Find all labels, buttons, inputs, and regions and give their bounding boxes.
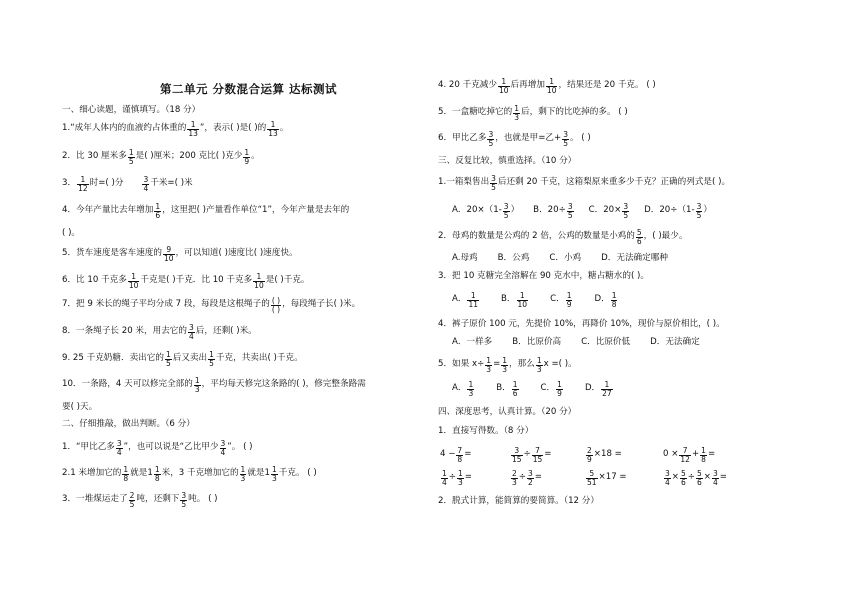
q3-4: 4．裤子原价 100 元，先提价 10%，再降价 10%，现价与原价相比，( )。: [438, 319, 725, 329]
q3-1: 1.一箱梨售出 $\frac{3}{5}$ 后还剩 20 千克，这箱梨原来重多少千克？正确的列式是( )。: [438, 174, 731, 192]
fraction: $\frac{7}{8}$: [457, 446, 463, 464]
fraction: $\frac{3}{5}$: [181, 491, 187, 509]
fraction: $\frac{3}{4}$: [189, 323, 194, 341]
q2-5: 5．一盒糖吃掉它的 $\frac{1}{3}$ 后，剩下的比吃掉的多。 ( ): [438, 104, 628, 122]
fraction: $\frac{3}{15}$: [512, 446, 522, 464]
fraction: $\frac{5}{6}$: [696, 469, 702, 487]
fraction: $\frac{2}{3}$: [512, 469, 517, 487]
fraction: $\frac{1}{8}$: [154, 465, 160, 483]
q2-3: 3．一堆煤运走了 $\frac{2}{5}$ 吨，还剩下 $\frac{3}{5}$ 吨。 ( ): [62, 491, 218, 509]
q1-8: 8．一条绳子长 20 米，用去它的 $\frac{3}{4}$ 后，还剩( )米。: [62, 323, 257, 341]
section-1-heading: 一、细心读题，谨慎填写。（18 分）: [62, 105, 201, 115]
fraction: $\frac{1}{3}$: [271, 465, 277, 483]
fraction: $\frac{3}{4}$: [220, 439, 226, 457]
fraction: $\frac{2}{5}$: [129, 491, 135, 509]
q3-4-options: A．一样多 B．比原价高 C．比原价低 D．无法确定: [452, 337, 700, 347]
fraction: $\frac{1}{3}$: [457, 469, 463, 487]
fraction: $\frac{1}{5}$: [209, 350, 214, 368]
fraction: $\frac{1}{9}$: [244, 148, 250, 166]
q3-3: 3．把 10 克糖完全溶解在 90 克水中，糖占糖水的( )。: [438, 271, 649, 281]
q1-6: 6．比 10 千克多 $\frac{1}{10}$ 千克是( )千克．比 10 千克多 $\frac{1}{10}$ 是( )千克。: [62, 272, 310, 290]
fraction: $\frac{1}{8}$: [701, 446, 706, 464]
fraction: $\frac{1}{10}$: [546, 77, 557, 95]
q3-2-options: A.母鸡 B．公鸡 C．小鸡 D．无法确定哪种: [452, 253, 668, 263]
fraction: $\frac{5}{51}$: [587, 469, 597, 487]
calc-item: $\frac{2}{9}$ ×18 =: [587, 446, 622, 464]
q3-3-options: A． $\frac{1}{11}$ B． $\frac{1}{10}$ C． $\frac{1}{9}$ D． $\frac{1}{8}$: [452, 291, 617, 309]
fraction: $\frac{1}{12}$: [78, 175, 88, 193]
section-2-heading: 二、仔细推敲，做出判断。（6 分）: [62, 419, 195, 429]
section-3-heading: 三、反复比较，慎重选择。（10 分）: [438, 156, 577, 166]
q2-4: 4. 20 千克减少 $\frac{1}{10}$ 后再增加 $\frac{1}{10}$ ，结果还是 20 千克。 ( ): [438, 77, 656, 95]
fraction: $\frac{2}{9}$: [587, 446, 592, 464]
q4-1: 1．直接写得数。（8 分）: [438, 426, 534, 436]
fraction: $\frac{1}{13}$: [188, 120, 198, 138]
fraction: $\frac{1}{6}$: [155, 202, 161, 220]
fraction: $\frac{7}{15}$: [532, 446, 543, 464]
q3-5-options: A． $\frac{1}{3}$ B． $\frac{1}{6}$ C． $\frac{1}{9}$ D． $\frac{1}{27}$: [452, 380, 612, 398]
q3-2: 2．母鸡的数量是公鸡的 2 倍，公鸡的数量是小鸡的 $\frac{5}{6}$ ，( )最少。: [438, 228, 688, 246]
calc-item: $\frac{3}{4}$ × $\frac{5}{6}$ ÷ $\frac{5}{6}$ × $\frac{3}{4}$ =: [665, 469, 727, 487]
fraction: $\frac{1}{8}$: [123, 465, 129, 483]
fraction: $\frac{3}{5}$: [491, 174, 496, 192]
calc-item: $\frac{2}{3}$ ÷ $\frac{3}{2}$ =: [512, 469, 542, 487]
q1-4: 4．今年产量比去年增加 $\frac{1}{6}$ ，这里把( )产量看作单位“1”，今年产量是去年的: [62, 202, 350, 220]
fraction: $\frac{3}{2}$: [527, 469, 533, 487]
fraction: $\frac{3}{4}$: [665, 469, 670, 487]
q1-9: 9. 25 千克奶糖．卖出它的 $\frac{1}{5}$ 后又卖出 $\frac{1}{5}$ 千克，共卖出( )千克。: [62, 350, 303, 368]
fraction: $\frac{5}{6}$: [636, 228, 642, 246]
fraction: $\frac{3}{4}$: [712, 469, 718, 487]
q1-10-cont: 要( )天。: [62, 402, 98, 412]
q2-6: 6．甲比乙多 $\frac{3}{5}$ ，也就是甲=乙+ $\frac{3}{5}$ 。 ( ): [438, 130, 591, 148]
fraction: $\frac{1}{4}$: [442, 469, 447, 487]
fraction: $\frac{( )}{( )}$: [271, 296, 281, 314]
fraction: $\frac{1}{10}$: [498, 77, 509, 95]
page-title: 第二单元 分数混合运算 达标测试: [160, 82, 338, 96]
fraction: $\frac{1}{10}$: [128, 272, 139, 290]
q2-2: 2.1 米增加它的 $\frac{1}{8}$ 就是1 $\frac{1}{8}$ 米，3 千克增加它的 $\frac{1}{3}$ 就是1 $\frac{1}{3}$ 千克。 ( ): [62, 465, 317, 483]
calc-item: $\frac{5}{51}$ ×17 =: [587, 469, 627, 487]
fraction: $\frac{5}{6}$: [680, 469, 686, 487]
q3-1-options: A．20×（1- $\frac{3}{5}$ ） B．20÷ $\frac{3}{5}$ C．20× $\frac{3}{5}$ D．20÷（1- $\frac{3}{5}$ ）: [452, 202, 713, 220]
calc-item: $\frac{3}{15}$ ÷ $\frac{7}{15}$ =: [512, 446, 552, 464]
q1-1: 1.“成年人体内的血液约占体重的 $\frac{1}{13}$ ”，表示( )是( )的 $\frac{1}{13}$ 。: [62, 120, 289, 138]
fraction: $\frac{1}{3}$: [194, 376, 200, 394]
fraction: $\frac{1}{3}$: [514, 104, 519, 122]
fraction: $\frac{1}{13}$: [268, 120, 278, 138]
q1-3: 3． $\frac{1}{12}$ 时=( )分 $\frac{3}{4}$ 千米=( )米: [62, 175, 193, 193]
q1-7: 7．把 9 米长的绳子平均分成 7 段，每段是这根绳子的 $\frac{( )}{( )}$ ，每段绳子长( )米。: [62, 296, 361, 314]
fraction: $\frac{1}{3}$: [240, 465, 246, 483]
fraction: $\frac{7}{12}$: [680, 446, 690, 464]
fraction: $\frac{3}{4}$: [143, 175, 149, 193]
calc-item: 4 − $\frac{7}{8}$ =: [440, 446, 472, 464]
q1-10: 10．一条路，4 天可以修完全部的 $\frac{1}{3}$ ，平均每天修完这条路的( )，修完整条路需: [62, 376, 366, 394]
calc-item: 0 × $\frac{7}{12}$ + $\frac{1}{8}$ =: [663, 446, 716, 464]
fraction: $\frac{3}{5}$: [563, 130, 568, 148]
q3-5: 5．如果 x÷ $\frac{1}{3}$ = $\frac{1}{3}$ ，那么 $\frac{1}{3}$ x =( )。: [438, 356, 577, 374]
fraction: $\frac{1}{5}$: [165, 350, 171, 368]
fraction: $\frac{1}{10}$: [254, 272, 264, 290]
section-4-heading: 四、深度思考，认真计算。（20 分）: [438, 407, 577, 417]
fraction: $\frac{3}{4}$: [116, 439, 122, 457]
q1-2: 2．比 30 厘米多 $\frac{1}{5}$ 是( )厘米；200 克比( )克少 $\frac{1}{9}$ 。: [62, 148, 260, 166]
calc-item: $\frac{1}{4}$ ÷ $\frac{1}{3}$ =: [442, 469, 472, 487]
q4-2: 2．脱式计算，能简算的要简算。（12 分）: [438, 496, 599, 506]
fraction: $\frac{9}{10}$: [164, 245, 174, 263]
fraction: $\frac{1}{5}$: [128, 148, 134, 166]
q1-4-cont: ( )。: [62, 228, 81, 238]
q2-1: 1．“甲比乙多 $\frac{3}{4}$ ”，也可以说是“乙比甲少 $\frac{3}{4}$ ”。 ( ): [62, 439, 253, 457]
fraction: $\frac{3}{5}$: [488, 130, 494, 148]
q1-5: 5．货车速度是客车速度的 $\frac{9}{10}$ ，可以知道( )速度比( )速度快。: [62, 245, 298, 263]
